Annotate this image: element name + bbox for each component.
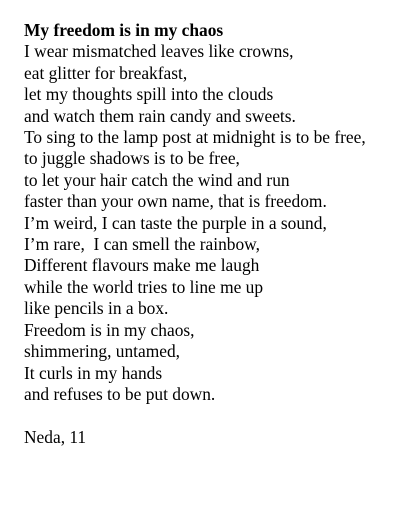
poem-line: Freedom is in my chaos, — [24, 319, 195, 340]
poem-line: like pencils in a box. — [24, 298, 169, 319]
poem-line: to let your hair catch the wind and run — [24, 169, 290, 190]
poem-line: eat glitter for breakfast, — [24, 62, 188, 83]
poem-line: let my thoughts spill into the clouds — [24, 84, 274, 105]
poem-title: My freedom is in my chaos — [24, 20, 224, 40]
poem-line: faster than your own name, that is freedom. — [24, 191, 327, 212]
poem-line: I wear mismatched leaves like crowns, — [24, 41, 294, 62]
poem-line: to juggle shadows is to be free, — [24, 148, 240, 169]
poem-author: Neda, 11 — [24, 426, 87, 447]
poem-line: To sing to the lamp post at midnight is to be free, — [24, 127, 366, 148]
poem-line: I’m rare, I can smell the rainbow, — [24, 234, 260, 255]
poem-line: and refuses to be put down. — [24, 383, 216, 404]
poem-line: I’m weird, I can taste the purple in a sound, — [24, 212, 327, 233]
poem — [24, 20, 399, 448]
poem-line: and watch them rain candy and sweets. — [24, 105, 296, 126]
poem-line: It curls in my hands — [24, 362, 163, 383]
poem-line: shimmering, untamed, — [24, 341, 181, 362]
poem-line: Different flavours make me laugh — [24, 255, 260, 276]
poem-line: while the world tries to line me up — [24, 276, 264, 297]
